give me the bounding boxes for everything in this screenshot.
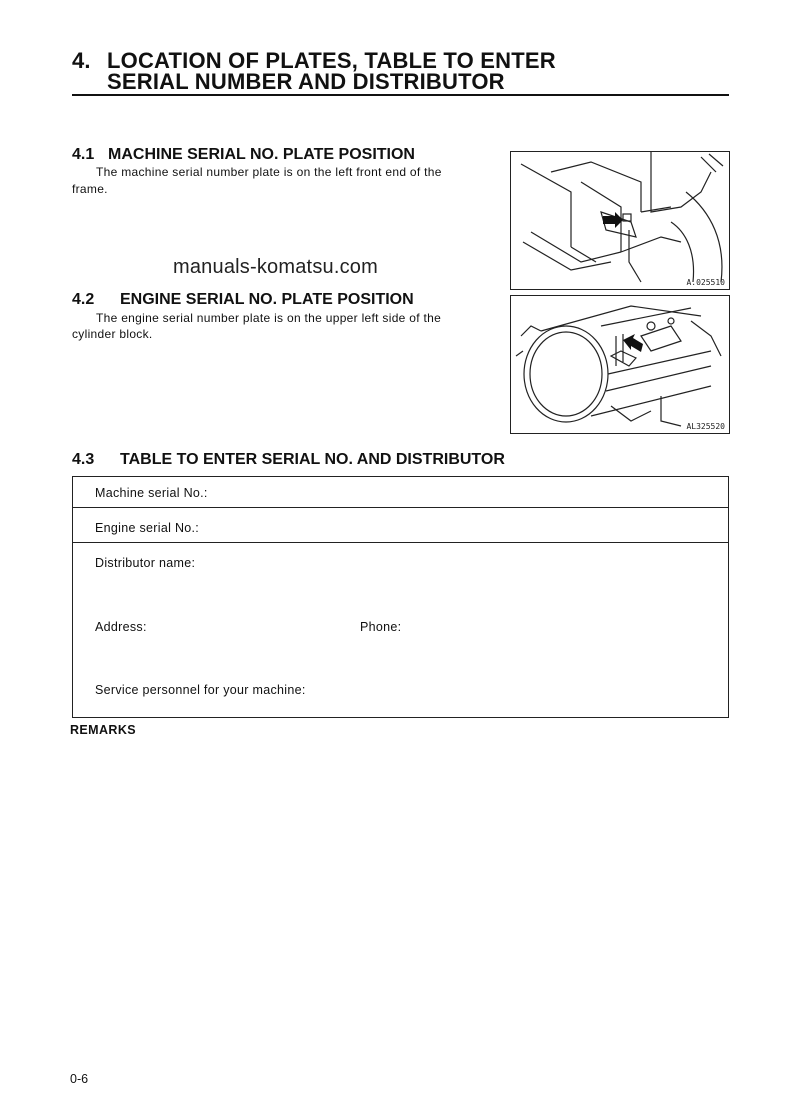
sub2-title: ENGINE SERIAL NO. PLATE POSITION — [120, 291, 414, 308]
address-label: Address: — [95, 620, 147, 634]
sub3-title: TABLE TO ENTER SERIAL NO. AND DISTRIBUTOR — [120, 451, 505, 468]
machine-serial-label: Machine serial No.: — [95, 486, 208, 500]
watermark-text: manuals-komatsu.com — [173, 256, 378, 278]
machine-plate-figure — [510, 151, 730, 290]
section-number: 4. — [72, 48, 91, 73]
sub1-number: 4.1 — [72, 146, 95, 163]
remarks-heading: REMARKS — [70, 723, 136, 737]
engine-figure-code: AL325520 — [686, 422, 725, 431]
machine-plate-arrow-icon — [603, 212, 623, 228]
sub3-number: 4.3 — [72, 451, 95, 468]
phone-label: Phone: — [360, 620, 402, 634]
sub1-title: MACHINE SERIAL NO. PLATE POSITION — [108, 146, 415, 163]
engine-plate-arrow-icon — [623, 334, 643, 352]
machine-serial-line[interactable] — [73, 507, 728, 508]
engine-plate-figure — [510, 295, 730, 434]
service-personnel-label: Service personnel for your machine: — [95, 683, 306, 697]
sub2-number: 4.2 — [72, 291, 95, 308]
engine-block-illustration — [511, 296, 729, 433]
sub1-text-line1: The machine serial number plate is on the left front end of the — [96, 165, 442, 179]
machine-figure-code: A.025510 — [686, 278, 725, 287]
section-title-line1: LOCATION OF PLATES, TABLE TO ENTER — [107, 48, 556, 73]
engine-serial-line[interactable] — [73, 542, 728, 543]
heading-rule — [72, 94, 729, 96]
page-number: 0-6 — [70, 1072, 89, 1086]
sub1-text-line2: frame. — [72, 182, 108, 196]
machine-frame-illustration — [511, 152, 729, 289]
serial-distributor-form — [72, 476, 729, 718]
form-bottom-line — [73, 717, 728, 718]
sub2-text-line2: cylinder block. — [72, 327, 153, 341]
section-title-line2: SERIAL NUMBER AND DISTRIBUTOR — [107, 69, 505, 94]
sub2-text-line1: The engine serial number plate is on the upper left side of the — [96, 311, 442, 325]
distributor-name-label: Distributor name: — [95, 556, 196, 570]
engine-serial-label: Engine serial No.: — [95, 521, 200, 535]
